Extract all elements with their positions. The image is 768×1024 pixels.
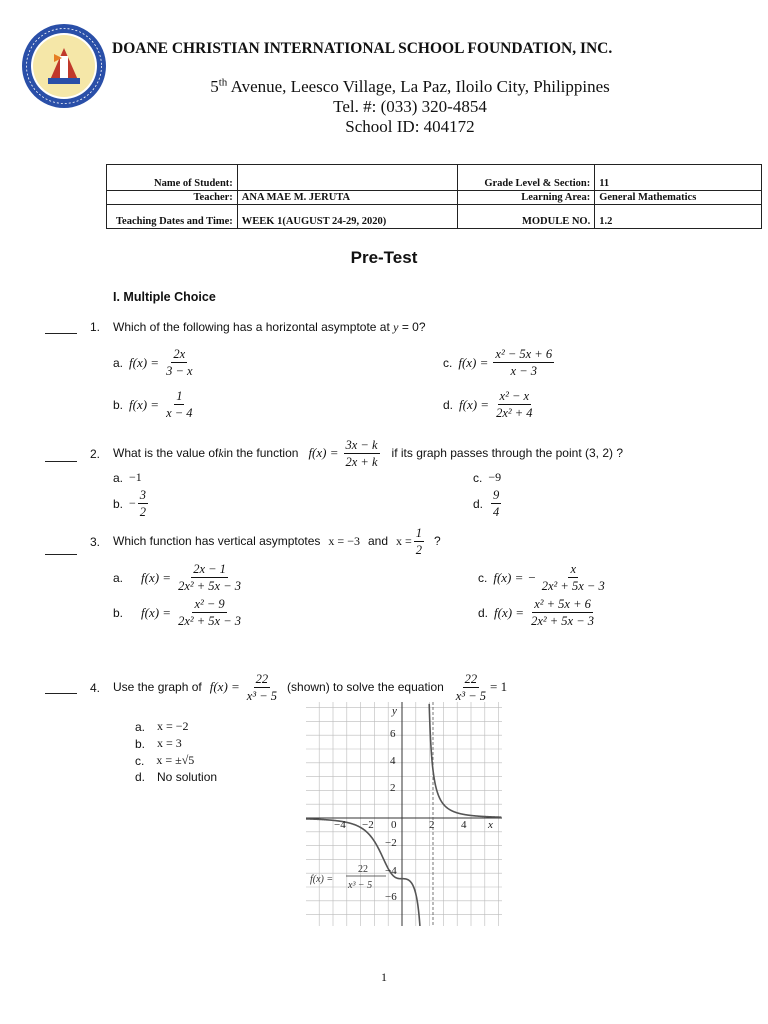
- page-number: 1: [381, 970, 387, 984]
- question-1-text: Which of the following has a horizontal asymptote at y = 0?: [113, 320, 426, 334]
- y-tick-label: 2: [390, 782, 396, 794]
- q3-option-b[interactable]: b. f(x) = $\frac{\text{x² − 9}}{\text{2x² + 5x − 3}}$: [113, 597, 242, 628]
- y-axis-label: y: [392, 705, 397, 717]
- grade-value: 11: [595, 165, 762, 191]
- question-number: 4.: [90, 681, 101, 695]
- school-name: DOANE CHRISTIAN INTERNATIONAL SCHOOL FOUNDATION, INC.: [112, 40, 613, 57]
- question-3-text: Which function has vertical asymptotes x = −3 and x = $\frac{1}{2}$ ?: [113, 525, 441, 557]
- learning-area-label: Learning Area:: [458, 191, 595, 205]
- y-tick-label: −4: [385, 865, 397, 877]
- question-number: 1.: [90, 320, 101, 334]
- graph-legend-lhs: f(x) =: [310, 874, 334, 885]
- grade-label: Grade Level & Section:: [458, 165, 595, 191]
- q1-option-d[interactable]: d. f(x) = $\frac{\text{x² − x}}{\text{2x² + 4}}$: [443, 389, 533, 420]
- teaching-dates-value: WEEK 1(AUGUST 24-29, 2020): [237, 205, 458, 229]
- school-telephone: Tel. #: (033) 320-4854: [333, 97, 487, 116]
- teacher-label: Teacher:: [107, 191, 238, 205]
- school-address: 5th Avenue, Leesco Village, La Paz, Iloilo City, Philippines: [210, 76, 610, 96]
- q1-option-b[interactable]: b. f(x) = $\frac{1}{x - 4}$: [113, 389, 193, 420]
- student-info-table: [106, 164, 762, 229]
- teacher-value: ANA MAE M. JERUTA: [237, 191, 458, 205]
- question-4-text: Use the graph of f(x) = $\frac{22}{\text{x³ − 5}}$ (shown) to solve the equation $\frac{22}{\text{x³ − 5}}$ = 1: [113, 671, 508, 703]
- graph-legend-den: x³ − 5: [348, 880, 373, 891]
- x-axis-label: x: [488, 819, 493, 831]
- y-tick-label: −2: [385, 837, 397, 849]
- y-tick-label: 6: [390, 728, 396, 740]
- x-tick-label: 2: [429, 819, 435, 831]
- q2-option-c[interactable]: c. −9: [473, 470, 502, 485]
- module-value: 1.2: [595, 205, 762, 229]
- q4-option-c[interactable]: c. x = ±√5: [135, 753, 195, 768]
- name-field[interactable]: [237, 165, 458, 191]
- y-tick-label: 4: [390, 755, 396, 767]
- graph-curve-right: [429, 704, 501, 817]
- q1-option-c[interactable]: c. f(x) = $\frac{\text{x² − 5x + 6}}{x - 3}$: [443, 347, 553, 378]
- x-tick-label: −4: [334, 819, 346, 831]
- x-tick-label: 4: [461, 819, 467, 831]
- q4-option-a[interactable]: a. x = −2: [135, 719, 189, 734]
- question-2-text: What is the value of k in the function f(x) = $\frac{3x - k}{2x + k}$ if its graph passes through the point (3, 2) ?: [113, 437, 623, 469]
- q3-option-c[interactable]: c. f(x) = − $\frac{x}{\text{2x² + 5x − 3}}$: [478, 562, 605, 593]
- page-title: Pre-Test: [350, 248, 418, 267]
- module-label: MODULE NO.: [458, 205, 595, 229]
- q4-option-d[interactable]: d. No solution: [135, 770, 218, 784]
- learning-area-value: General Mathematics: [595, 191, 762, 205]
- y-tick-label: −6: [385, 891, 397, 903]
- q4-option-b[interactable]: b. x = 3: [135, 736, 182, 751]
- q2-option-b[interactable]: b. − $\frac{3}{2}$: [113, 488, 147, 519]
- q3-option-a[interactable]: a. f(x) = $\frac{2x - 1}{\text{2x² + 5x − 3}}$: [113, 562, 242, 593]
- function-graph: [306, 702, 502, 926]
- q2-option-d[interactable]: d. $\frac{9}{4}$: [473, 488, 500, 519]
- school-id: School ID: 404172: [345, 117, 475, 136]
- q2-option-a[interactable]: a. −1: [113, 470, 142, 485]
- school-seal-logo: [20, 22, 108, 110]
- x-tick-label: 0: [391, 819, 397, 831]
- answer-blank-4[interactable]: [45, 682, 77, 694]
- answer-blank-2[interactable]: [45, 450, 77, 462]
- question-number: 2.: [90, 447, 101, 461]
- graph-legend-num: 22: [358, 864, 368, 875]
- q1-option-a[interactable]: a. f(x) = $\frac{2x}{3 - x}$: [113, 347, 193, 378]
- graph-grid: [306, 702, 502, 926]
- question-number: 3.: [90, 535, 101, 549]
- section-title: I. Multiple Choice: [113, 290, 216, 304]
- x-tick-label: −2: [362, 819, 374, 831]
- q3-option-d[interactable]: d. f(x) = $\frac{\text{x² + 5x + 6}}{\text{2x² + 5x − 3}}$: [478, 597, 595, 628]
- teaching-dates-label: Teaching Dates and Time:: [107, 205, 238, 229]
- answer-blank-3[interactable]: [45, 543, 77, 555]
- name-label: Name of Student:: [107, 165, 238, 191]
- answer-blank-1[interactable]: [45, 322, 77, 334]
